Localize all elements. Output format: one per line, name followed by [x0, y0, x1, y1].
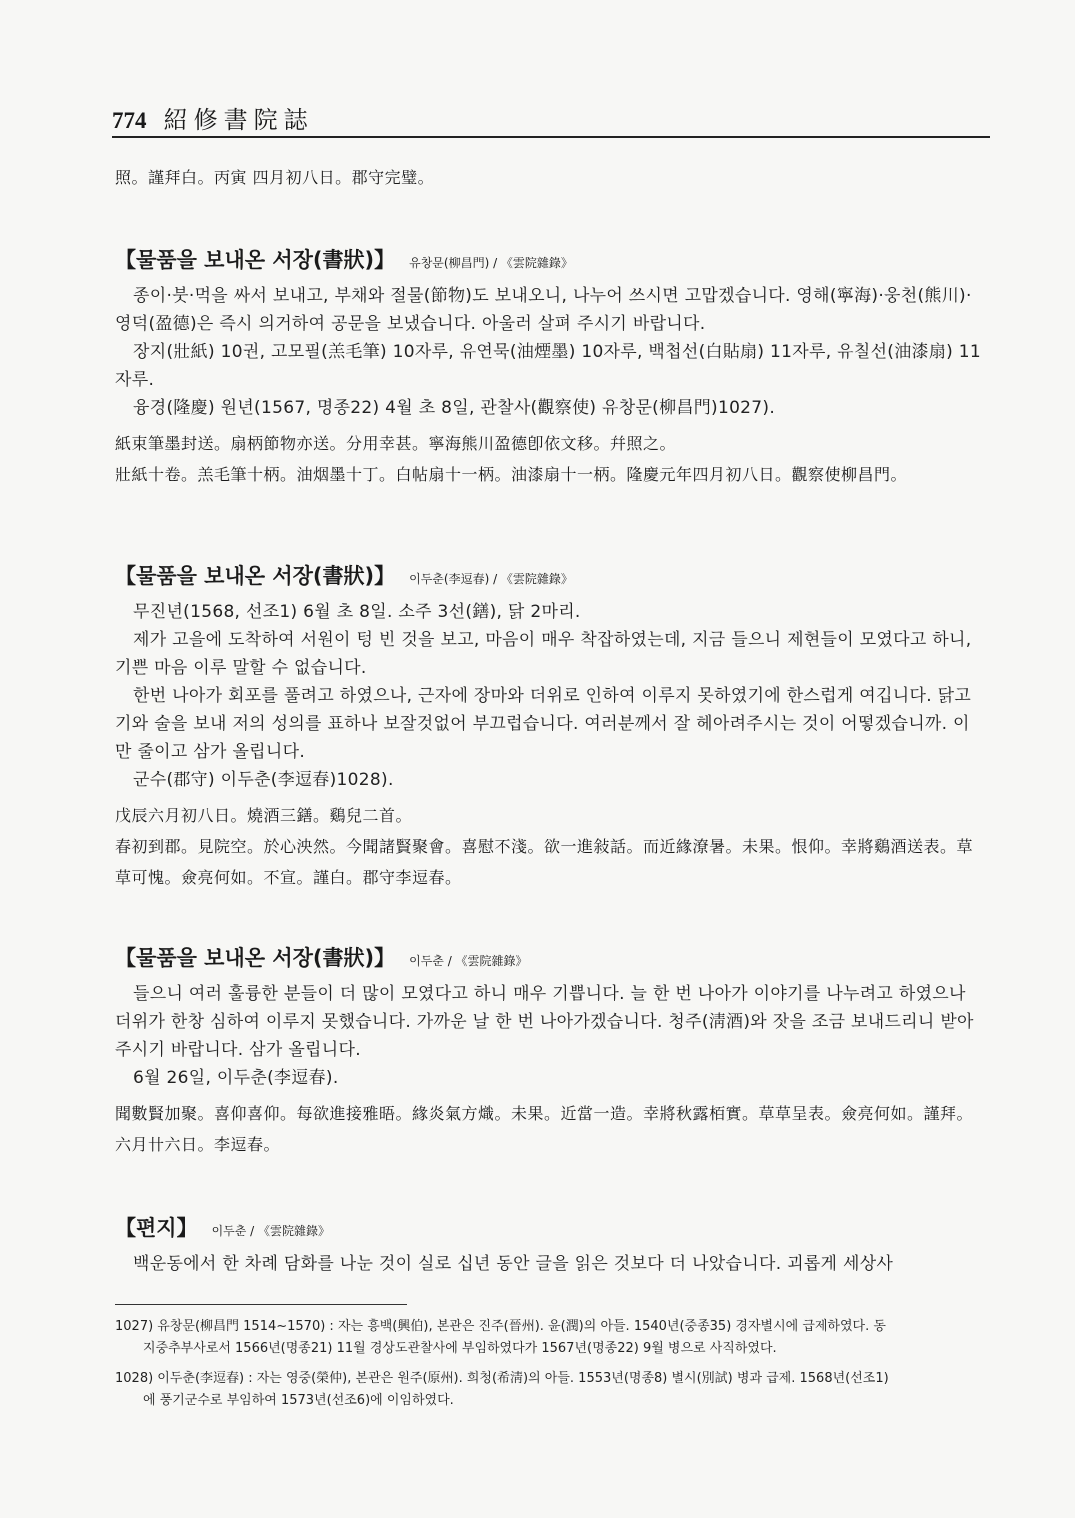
- korean-translation: [115, 598, 985, 794]
- ko-paragraph: 융경(隆慶) 원년(1567, 명종22) 4월 초 8일, 관찰사(觀察使) 유창문(柳昌門)1027).: [133, 398, 776, 418]
- hz-line: 戊辰六月初八日。燒酒三鐥。鷄兒二首。: [115, 806, 413, 825]
- section-4: [115, 1212, 985, 1278]
- section-3: [115, 942, 985, 1160]
- ko-paragraph: 한번 나아가 회포를 풀려고 하였으나, 근자에 장마와 더위로 인하여 이루지 못하였기에 한스럽게 여깁니다. 닭고기와 술을 보내 저의 성의를 표하나 보잘것없어 부끄럽습니다. 여러분께서 잘 헤아려주시는 것이 어떻겠습니까. 이만 줄이고 삼가 올립니다.: [115, 686, 972, 762]
- korean-translation: [115, 980, 985, 1092]
- ko-paragraph: 백운동에서 한 차례 담화를 나눈 것이 실로 십년 동안 글을 읽은 것보다 더 나았습니다. 괴롭게 세상사: [133, 1254, 894, 1274]
- heading-text: 【물품을 보내온 서장(書狀)】: [115, 248, 396, 272]
- hanja-original: [115, 1098, 985, 1160]
- ko-paragraph: 군수(郡守) 이두춘(李逗春)1028).: [133, 770, 394, 790]
- footnote-line: 1028) 이두춘(李逗春) : 자는 영중(榮仲), 본관은 원주(原州). 희청(希淸)의 아들. 1553년(명종8) 별시(別試) 병과 급제. 1568년(선조1): [115, 1371, 889, 1386]
- footnote-line: 지중추부사로서 1566년(명종21) 11월 경상도관찰사에 부임하였다가 1567년(명종22) 9월 병으로 사직하였다.: [143, 1341, 777, 1356]
- section-2: [115, 560, 985, 893]
- footnote-line: 1027) 유창문(柳昌門 1514~1570) : 자는 흥백(興伯), 본관은 진주(晉州). 윤(潤)의 아들. 1540년(중종35) 경자별시에 급제하였다. 동: [115, 1319, 886, 1334]
- page-number: 774: [112, 108, 147, 133]
- footnote-line: 에 풍기군수로 부임하여 1573년(선조6)에 이임하였다.: [143, 1393, 454, 1408]
- section-heading: [115, 1212, 985, 1242]
- heading-source: 유창문(柳昌門) / 《雲院雜錄》: [409, 256, 573, 270]
- ko-paragraph: 6월 26일, 이두춘(李逗春).: [133, 1068, 339, 1088]
- heading-source: 이두춘 / 《雲院雜錄》: [409, 954, 528, 968]
- heading-text: 【물품을 보내온 서장(書狀)】: [115, 564, 396, 588]
- section-heading: [115, 244, 985, 274]
- ko-paragraph: 들으니 여러 훌륭한 분들이 더 많이 모였다고 하니 매우 기쁩니다. 늘 한 번 나아가 이야기를 나누려고 하였으나 더위가 한창 심하여 이루지 못했습니다. 가까운 날 한 번 나아가겠습니다. 청주(淸酒)와 잣을 조금 보내드리니 받아주시기 바랍니다. 삼가 올립니다.: [115, 984, 974, 1060]
- ko-paragraph: 제가 고을에 도착하여 서원이 텅 빈 것을 보고, 마음이 매우 착잡하였는데, 지금 들으니 제현들이 모였다고 하니, 기쁜 마음 이루 말할 수 없습니다.: [115, 630, 972, 678]
- hanja-original: [115, 800, 985, 893]
- heading-text: 【편지】: [115, 1216, 198, 1240]
- section-heading: [115, 560, 985, 590]
- footnotes: [115, 1316, 985, 1412]
- ko-paragraph: 무진년(1568, 선조1) 6월 초 8일. 소주 3선(鐥), 닭 2마리.: [133, 602, 581, 622]
- footnote-1027: [115, 1316, 985, 1360]
- section-heading: [115, 942, 985, 972]
- top-hanja-line: 照。謹拜白。丙寅 四月初八日。郡守完璧。: [115, 168, 435, 187]
- hanja-original: [115, 428, 985, 490]
- footnote-1028: [115, 1368, 985, 1412]
- hz-line: 春初到郡。見院空。於心泱然。今聞諸賢聚會。喜慰不淺。欲一進敍話。而近緣潦暑。未果。恨仰。幸將鷄酒送表。草草可愧。僉亮何如。不宣。謹白。郡守李逗春。: [115, 837, 974, 887]
- heading-source: 이두춘(李逗春) / 《雲院雜錄》: [409, 572, 573, 586]
- page-header: [112, 100, 990, 138]
- ko-paragraph: 종이·붓·먹을 싸서 보내고, 부채와 절물(節物)도 보내오니, 나누어 쓰시면 고맙겠습니다. 영해(寧海)·웅천(熊川)·영덕(盈德)은 즉시 의거하여 공문을 보냈습니다. 아울러 살펴 주시기 바랍니다.: [115, 286, 972, 334]
- heading-text: 【물품을 보내온 서장(書狀)】: [115, 946, 396, 970]
- korean-translation: [115, 282, 985, 422]
- footnote-divider: [115, 1304, 407, 1305]
- heading-source: 이두춘 / 《雲院雜錄》: [211, 1224, 331, 1238]
- book-title: 紹修書院誌: [163, 106, 314, 134]
- hz-line: 聞數賢加聚。喜仰喜仰。每欲進接雅晤。緣炎氣方熾。未果。近當一造。幸將秋露栢實。草草呈表。僉亮何如。謹拜。六月卄六日。李逗春。: [115, 1104, 974, 1154]
- korean-translation: [115, 1250, 985, 1278]
- ko-paragraph: 장지(壯紙) 10권, 고모필(羔毛筆) 10자루, 유연묵(油煙墨) 10자루, 백첩선(白貼扇) 11자루, 유칠선(油漆扇) 11자루.: [115, 342, 981, 390]
- section-1: [115, 244, 985, 490]
- hz-line: 壯紙十卷。羔毛筆十柄。油烟墨十丁。白帖扇十一柄。油漆扇十一柄。隆慶元年四月初八日。觀察使柳昌門。: [115, 465, 908, 484]
- hz-line: 紙束筆墨封送。扇柄節物亦送。分用幸甚。寧海熊川盈德卽依文移。幷照之。: [115, 434, 677, 453]
